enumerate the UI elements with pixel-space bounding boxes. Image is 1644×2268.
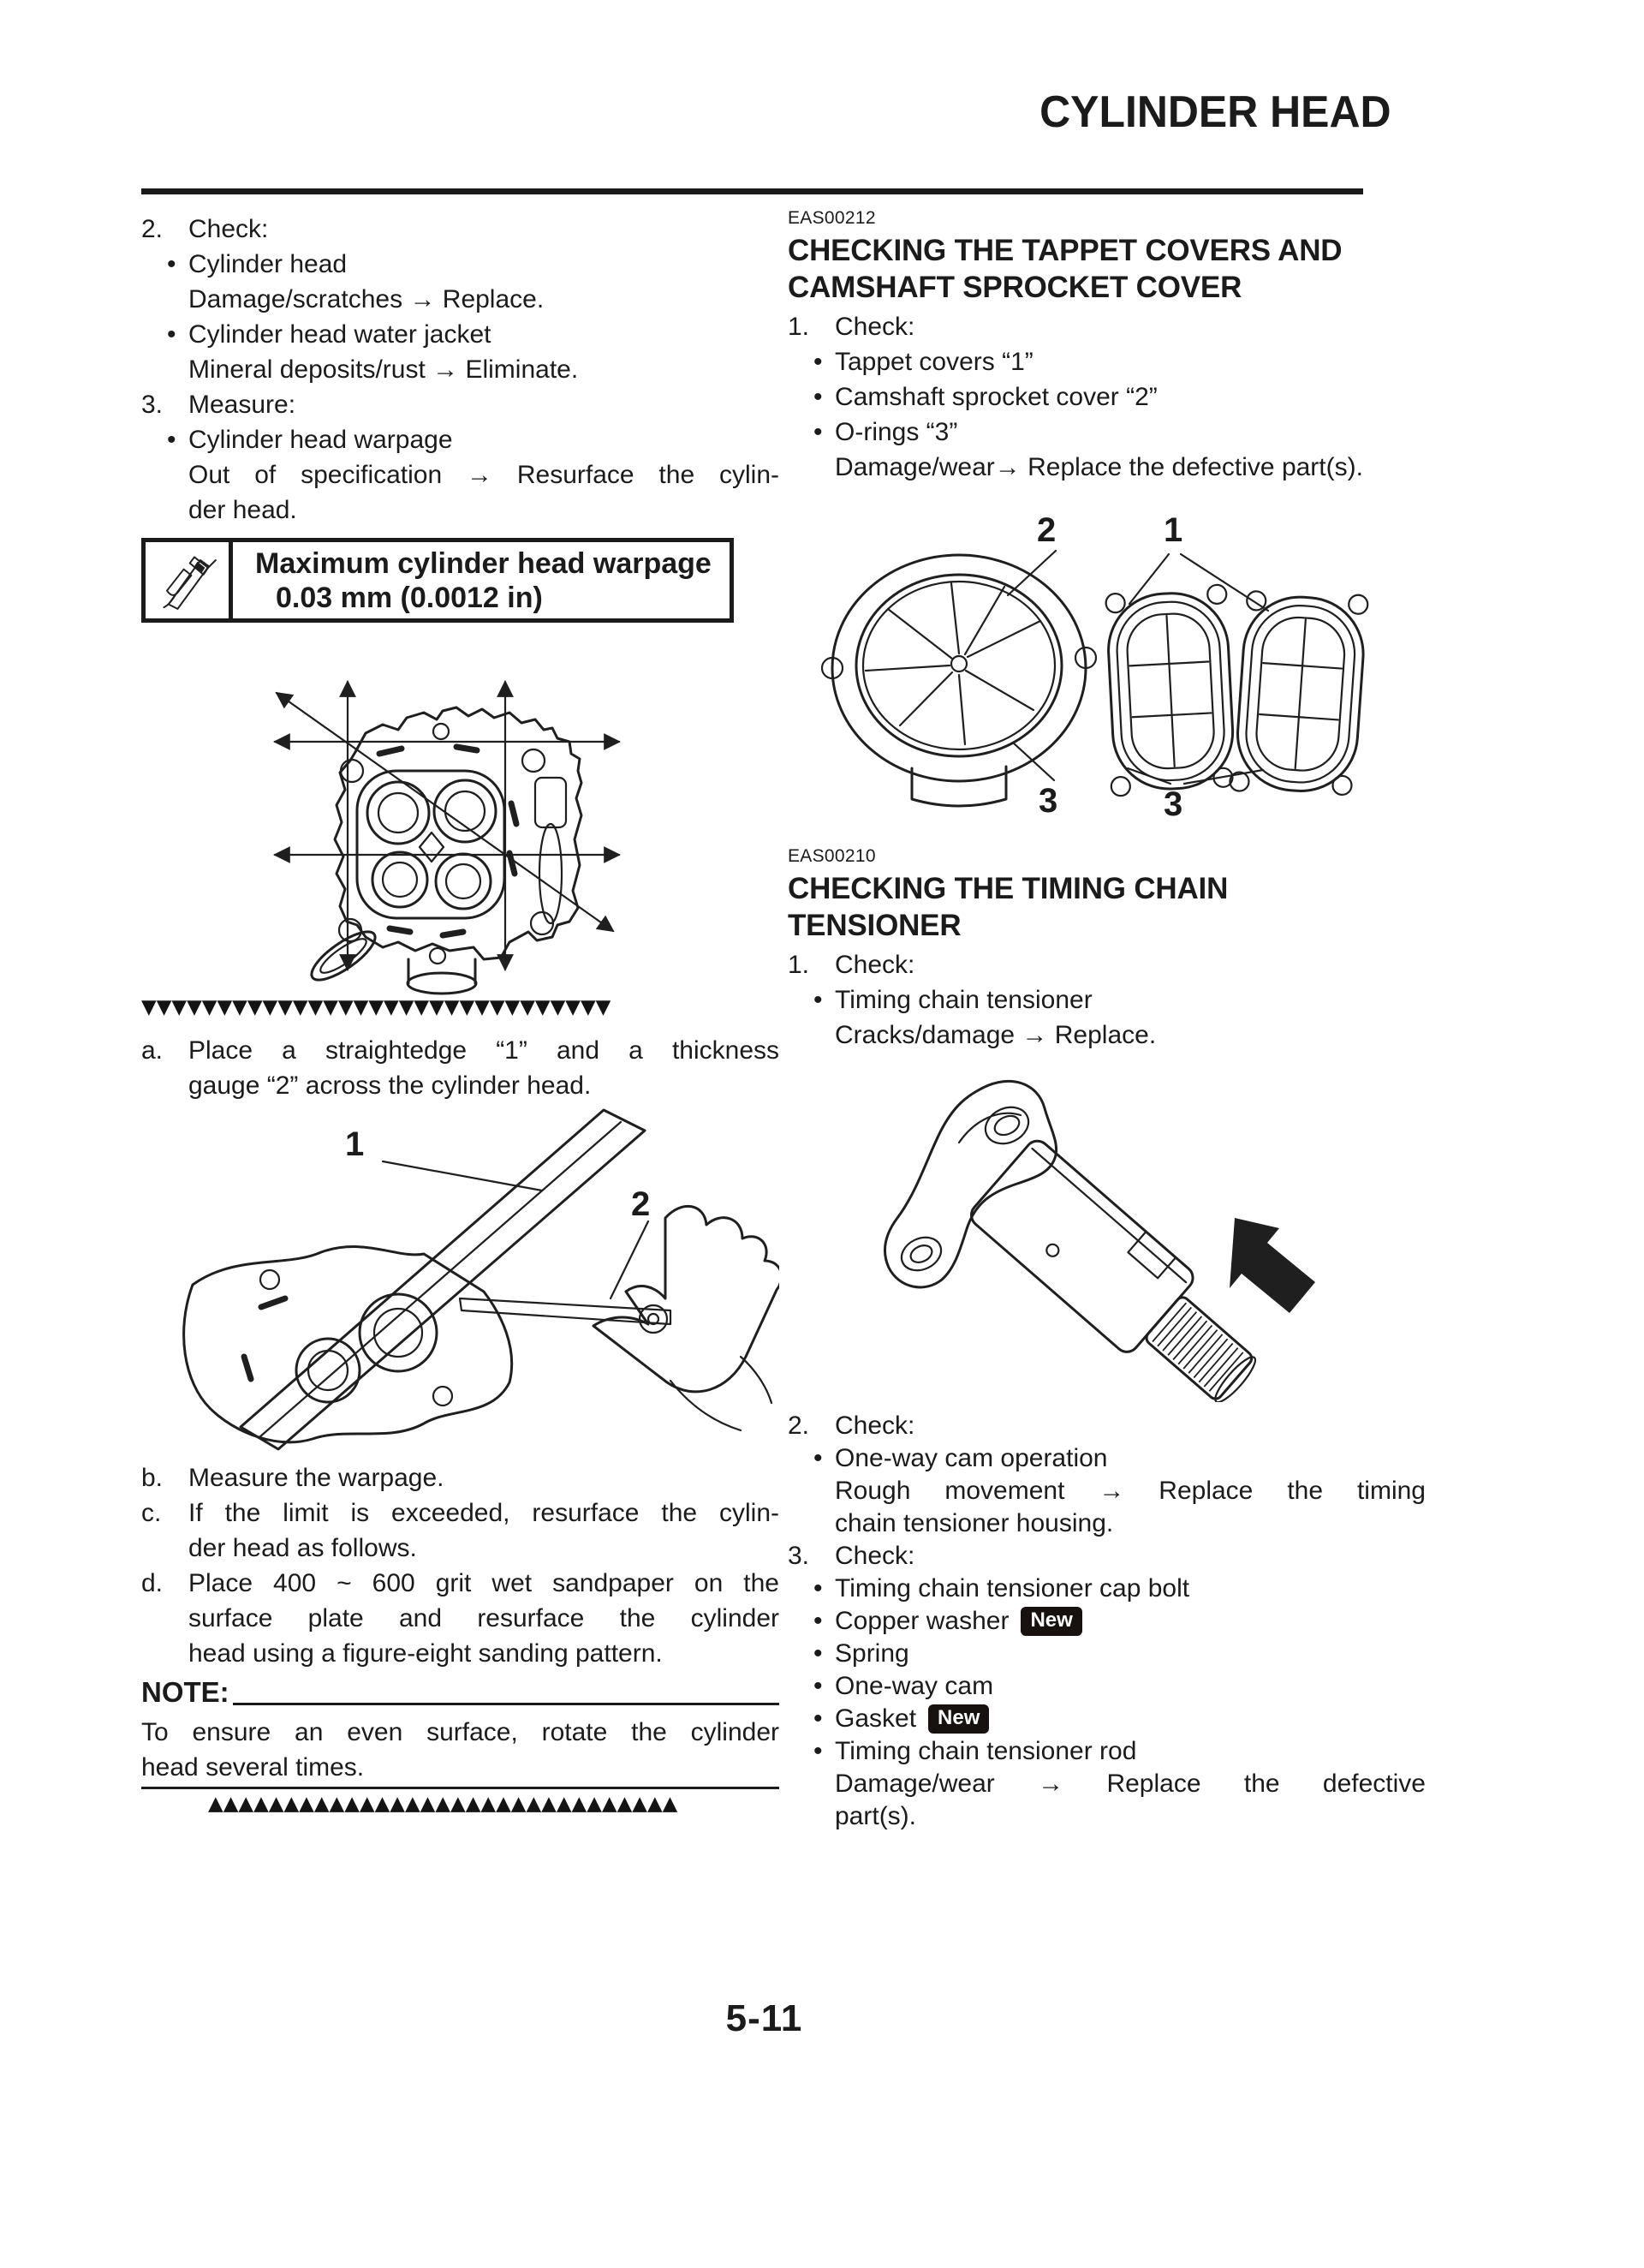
section-code: EAS00210 (788, 846, 876, 866)
text-line: part(s). (835, 1802, 917, 1830)
section-code: EAS00212 (788, 208, 876, 228)
text-line: Out of specification → Resurface the cylin- (188, 461, 779, 489)
note-body (141, 1715, 779, 1785)
text-line: • Cylinder head water jacket (167, 320, 491, 349)
text-line: der head as follows. (188, 1534, 417, 1562)
text-line: Damage/wear → Replace the defective (835, 1770, 1426, 1798)
figure-timing-chain-tensioner-illustration (839, 1072, 1370, 1402)
text-line: 1. Check: (788, 951, 915, 979)
text-line: • Tappet covers “1” (813, 348, 1033, 376)
text-line: • Copper washer New (788, 1605, 1426, 1638)
spec-line-2: 0.03 mm (0.0012 in) (276, 582, 543, 614)
header-rule (141, 188, 1363, 194)
text-line: To ensure an even surface, rotate the cylinder (141, 1718, 779, 1746)
callout-1-tappet-covers: 1 (1164, 511, 1183, 549)
text-line: • Timing chain tensioner cap bolt (813, 1574, 1190, 1603)
text-line: • Timing chain tensioner rod (813, 1737, 1137, 1765)
text-line: • Timing chain tensioner (813, 986, 1093, 1014)
left-column-steps-bcd (141, 1460, 779, 1671)
callout-2-thickness-gauge: 2 (631, 1185, 651, 1223)
specification-box (141, 538, 734, 623)
left-column-step-a (141, 1033, 779, 1103)
figure-straightedge-thickness-gauge-illustration (141, 1108, 779, 1458)
text-line: • Gasket New (788, 1703, 1426, 1735)
text-line: head using a figure-eight sanding pattern. (188, 1639, 663, 1668)
right-column-sec1-list (788, 309, 1426, 485)
note-underline (233, 1703, 779, 1705)
text-line: Rough movement → Replace the timing (835, 1477, 1426, 1505)
figure-tappet-covers-illustration (783, 501, 1426, 825)
text-line: d. Place 400 ~ 600 grit wet sandpaper on the (141, 1569, 779, 1597)
right-column-sec3-list (788, 1410, 1426, 1833)
procedure-end-triangles: ▲▲▲▲▲▲▲▲▲▲▲▲▲▲▲▲▲▲▲▲▲▲▲▲▲▲▲▲▲▲▲ (208, 1793, 678, 1815)
specification-text (233, 542, 712, 618)
text-line: c. If the limit is exceeded, resurface the cylin- (141, 1499, 779, 1527)
new-badge: New (928, 1704, 989, 1734)
text-line: b. Measure the warpage. (141, 1464, 444, 1492)
text-line: • One-way cam (813, 1672, 994, 1700)
text-line: der head. (188, 496, 297, 524)
callout-1-straightedge: 1 (345, 1125, 365, 1163)
text-line: head several times. (141, 1753, 365, 1782)
new-badge: New (1021, 1607, 1081, 1636)
text-line: Mineral deposits/rust → Eliminate. (188, 355, 579, 384)
text-line: • Cylinder head (167, 250, 348, 278)
text-line: chain tensioner housing. (835, 1509, 1114, 1537)
text-line: Cracks/damage → Replace. (835, 1021, 1157, 1049)
text-line: 1. Check: (788, 313, 915, 341)
text-line: 3. Check: (788, 1542, 915, 1570)
text-line: a. Place a straightedge “1” and a thickness (141, 1036, 779, 1065)
page-number: 5-11 (725, 1997, 803, 2039)
section-title-timing-chain-tensioner: CHECKING THE TIMING CHAIN TENSIONER (788, 872, 1229, 942)
callout-3-o-ring-left: 3 (1039, 782, 1058, 820)
callout-2-camshaft-sprocket-cover: 2 (1037, 511, 1057, 549)
note-end-rule (141, 1787, 779, 1789)
note-heading (141, 1676, 779, 1709)
left-column-steps-check-measure (141, 212, 779, 528)
text-line: Damage/wear→ Replace the defective part(s). (835, 453, 1363, 481)
text-line: • O-rings “3” (813, 418, 958, 446)
text-line: • Camshaft sprocket cover “2” (813, 383, 1158, 411)
text-line: • Spring (813, 1639, 909, 1668)
spec-line-1: Maximum cylinder head warpage (255, 547, 712, 580)
text-line: Damage/scratches → Replace. (188, 285, 545, 313)
figure-cylinder-head-warpage-illustration (141, 675, 779, 1000)
text-line: • Cylinder head warpage (167, 426, 453, 454)
caliper-icon (146, 542, 233, 618)
text-line: gauge “2” across the cylinder head. (188, 1071, 592, 1100)
procedure-start-triangles: ▼▼▼▼▼▼▼▼▼▼▼▼▼▼▼▼▼▼▼▼▼▼▼▼▼▼▼▼▼▼▼ (141, 996, 611, 1018)
note-label: NOTE: (141, 1676, 229, 1708)
text-line: 2. Check: (788, 1412, 915, 1440)
section-title-tappet-covers: CHECKING THE TAPPET COVERS AND CAMSHAFT SPROCKET COVER (788, 234, 1343, 304)
right-column-sec2-list (788, 947, 1426, 1053)
text-line: • One-way cam operation (813, 1444, 1108, 1472)
callout-3-o-rings-right: 3 (1164, 785, 1183, 823)
text-line: surface plate and resurface the cylinder (188, 1604, 779, 1632)
text-line: 2. Check: (141, 215, 269, 243)
text-line: 3. Measure: (141, 391, 296, 419)
page-title: CYLINDER HEAD (1039, 87, 1391, 137)
